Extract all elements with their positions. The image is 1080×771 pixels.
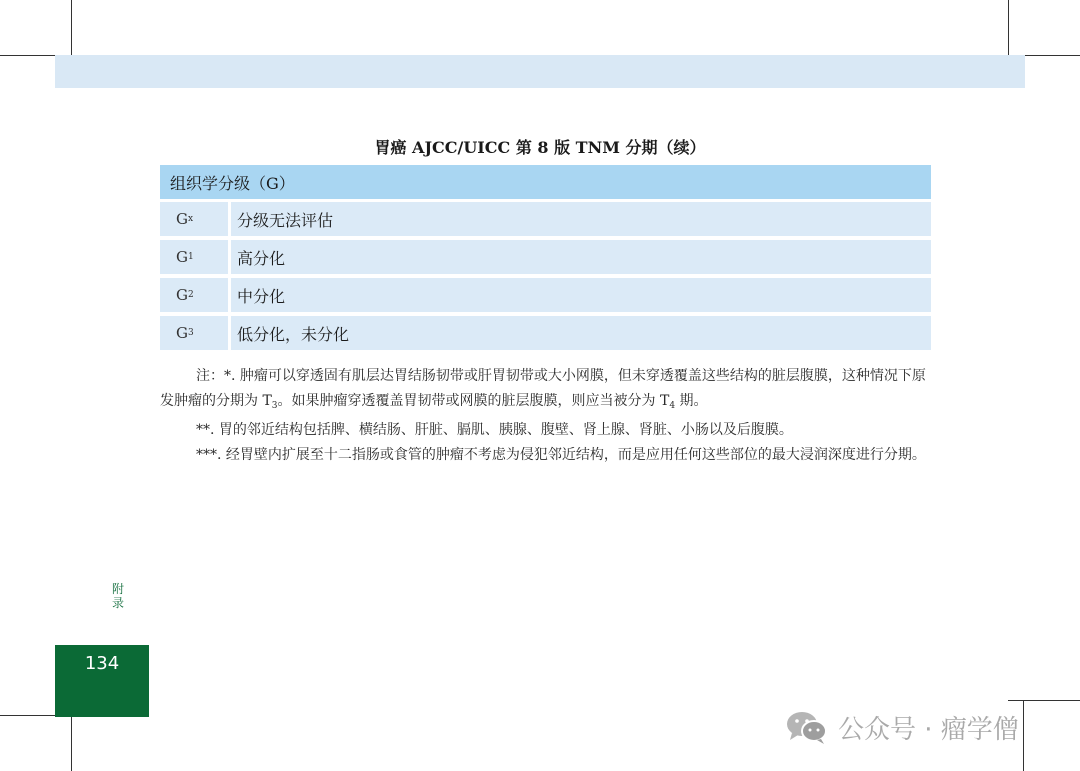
grade-description: 低分化，未分化 (231, 316, 931, 350)
grade-description: 中分化 (231, 278, 931, 312)
watermark-text: 公众号 · 瘤学僧 (838, 714, 1019, 745)
header-band (55, 55, 1025, 88)
crop-mark (71, 714, 72, 771)
table-row (160, 278, 931, 312)
grade-code: G 1 (160, 240, 228, 274)
crop-mark (71, 0, 72, 58)
grade-description: 分级无法评估 (231, 202, 931, 236)
grade-description: 高分化 (231, 240, 931, 274)
watermark (786, 705, 1019, 749)
grade-table (160, 165, 931, 354)
page-number: 134 (84, 653, 120, 674)
table-row (160, 240, 931, 274)
note-1: 注：*. 肿瘤可以穿透固有肌层达胃结肠韧带或肝胃韧带或大小网膜，但未穿透覆盖这些结构的脏层腹膜，这种情况下原发肿瘤的分期为 $T_3$。如果肿瘤穿透覆盖胃韧带或网膜的脏层腹膜，则应当被分为 $T_4$ 期。 (160, 368, 926, 411)
table-title: 胃癌 AJCC/UICC 第 8 版 TNM 分期（续） (374, 138, 706, 157)
note-3: ***. 经胃壁内扩展至十二指肠或食管的肿瘤不考虑为侵犯邻近结构，而是应用任何这些部位的最大浸润深度进行分期。 (196, 446, 926, 463)
grade-code: G 3 (160, 316, 228, 350)
note-2: **. 胃的邻近结构包括脾、横结肠、肝脏、膈肌、胰腺、腹壁、肾上腺、肾脏、小肠以及后腹膜。 (196, 422, 793, 438)
page-number-box (55, 645, 149, 717)
table-notes (160, 364, 932, 467)
table-header: 组织学分级（G） (160, 165, 931, 199)
wechat-icon (786, 709, 828, 745)
crop-mark (1008, 700, 1080, 701)
table-row (160, 202, 931, 236)
crop-mark (1008, 0, 1009, 58)
appendix-label: 附录 (111, 582, 124, 610)
grade-code: G x (160, 202, 228, 236)
crop-mark (1023, 700, 1024, 771)
grade-code: G 2 (160, 278, 228, 312)
table-row (160, 316, 931, 350)
